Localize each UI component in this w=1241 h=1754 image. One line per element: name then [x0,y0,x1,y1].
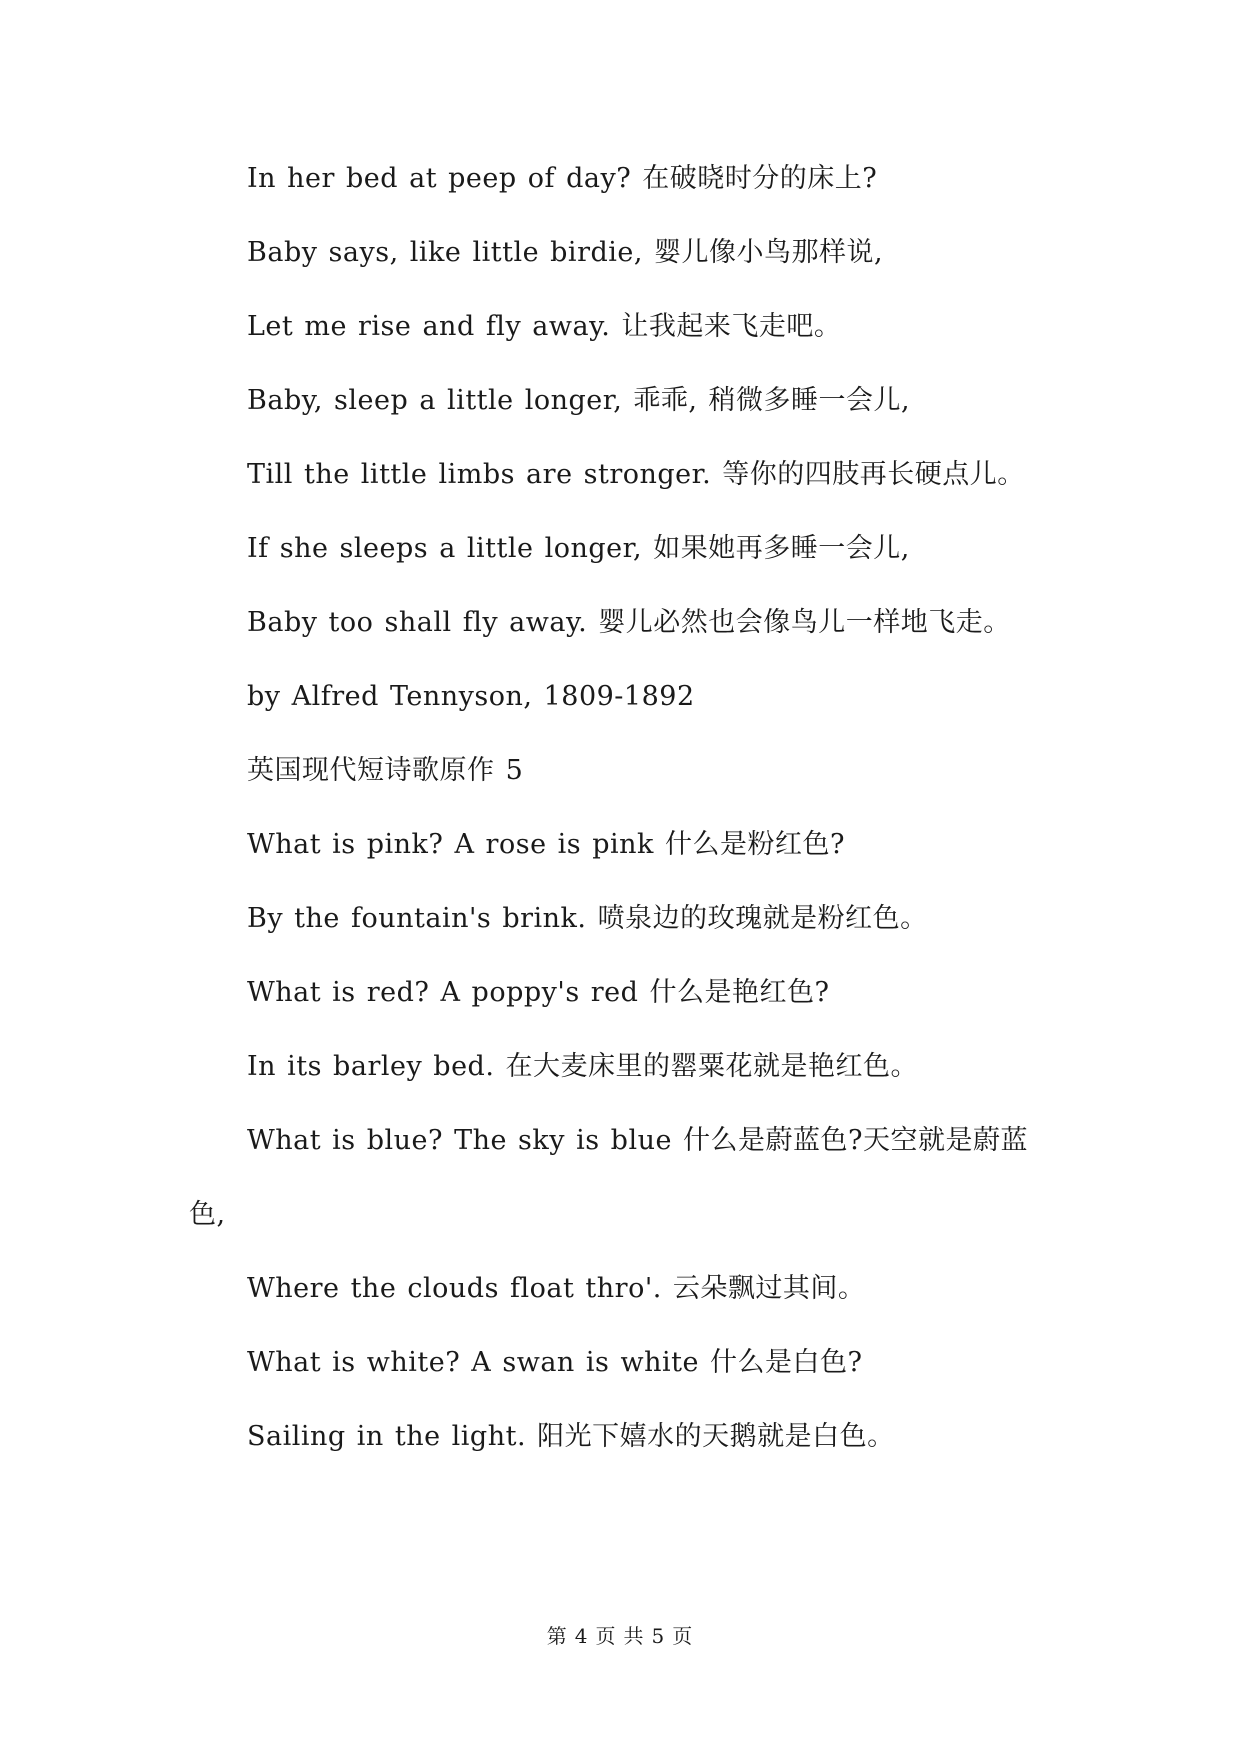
paragraph: By the fountain's brink. 喷泉边的玫瑰就是粉红色。 [247,903,928,934]
footer-prefix: 第 [546,1624,569,1648]
paragraph: In her bed at peep of day? 在破晓时分的床上? [247,163,878,194]
page-footer [0,1620,1241,1649]
paragraph: Let me rise and fly away. 让我起来飞走吧。 [247,311,842,342]
paragraph: Till the little limbs are stronger. 等你的四肢再长硬点儿。 [247,459,1025,490]
paragraph: Where the clouds float thro'. 云朵飘过其间。 [247,1273,866,1304]
paragraph: What is pink? A rose is pink 什么是粉红色? [247,829,845,860]
footer-page-word: 页 [595,1624,618,1648]
paragraph: Baby, sleep a little longer, 乖乖, 稍微多睡一会儿, [247,385,911,416]
current-page-number: 4 [574,1624,590,1648]
paragraph: What is red? A poppy's red 什么是艳红色? [247,977,830,1008]
paragraph: What is white? A swan is white 什么是白色? [247,1347,863,1378]
paragraph: If she sleeps a little longer, 如果她再多睡一会儿, [247,533,910,564]
paragraph: Sailing in the light. 阳光下嬉水的天鹅就是白色。 [247,1421,895,1452]
paragraph: by Alfred Tennyson, 1809-1892 [247,681,695,712]
document-body [189,142,1059,1474]
paragraph: What is blue? The sky is blue 什么是蔚蓝色?天空就是蔚蓝色, [189,1125,1029,1230]
paragraph: Baby says, like little birdie, 婴儿像小鸟那样说, [247,237,884,268]
total-page-count: 5 [651,1624,667,1648]
footer-suffix: 页 [672,1624,695,1648]
paragraph: 英国现代短诗歌原作 5 [247,755,524,786]
footer-total-prefix: 共 [623,1624,646,1648]
paragraph: In its barley bed. 在大麦床里的罂粟花就是艳红色。 [247,1051,919,1082]
paragraph: Baby too shall fly away. 婴儿必然也会像鸟儿一样地飞走。 [247,607,1011,638]
